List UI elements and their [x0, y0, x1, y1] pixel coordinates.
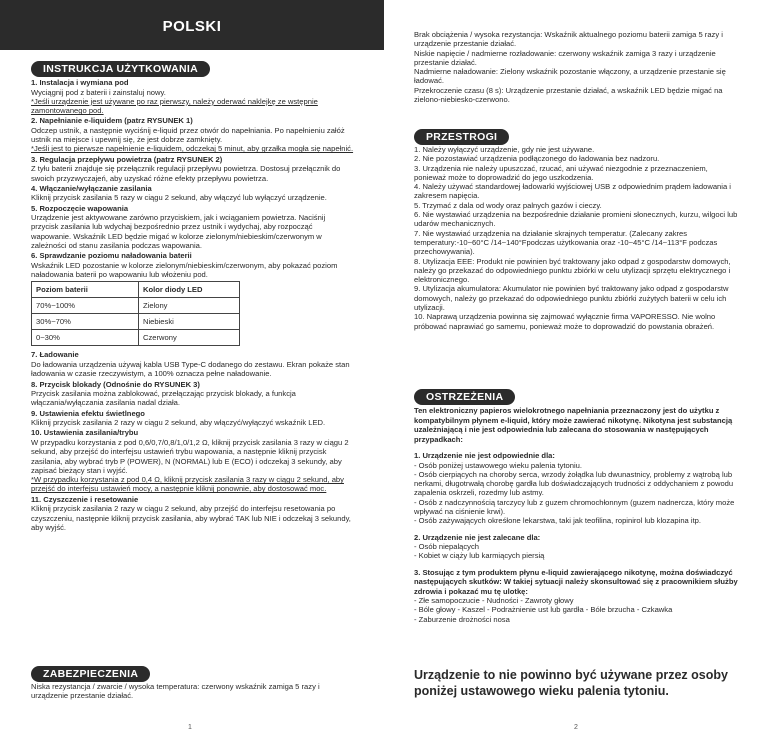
s11-body: Kliknij przycisk zasilania 2 razy w ciągu 2 sekund, aby przejść do interfejsu resetowania po czyszczeniu, następnie kliknij przycisk zasilania, aby wybrać TAK lub NIE i odczekaj 3 sekundy, aby wyjść.	[31, 504, 351, 532]
table-cell: Zielony	[139, 298, 240, 314]
s10-title: 10. Ustawienia zasilania/trybu	[31, 428, 139, 438]
table-header-battery: Poziom baterii	[32, 282, 139, 298]
table-row	[32, 298, 240, 314]
list-item: - Osób poniżej ustawowego wieku palenia tytoniu.	[414, 460, 583, 470]
section-warnings-title: OSTRZEŻENIA	[414, 389, 515, 405]
list-item: - Osób z nadczynnością tarczycy lub z guzem chromochłonnym (guzem nadnercza, który może wpływać na ciśnienie krwi).	[414, 497, 735, 516]
s6-title: 6. Sprawdzanie poziomu naładowania baterii	[31, 251, 192, 261]
warnings-block	[414, 405, 740, 624]
caution-item: 1. Należy wyłączyć urządzenie, gdy nie jest używane.	[414, 145, 595, 154]
caution-item: 2. Nie pozostawiać urządzenia podłączonego do ładowania bez nadzoru.	[414, 154, 660, 164]
s5-body: Urządzenie jest aktywowane zarówno przyciskiem, jak i wciąganiem powietrza. Naciśnij przycisk zasilania lub wdychaj bezpośrednio przez ustnik i wydychaj, aby rozpocząć wapowanie. Wskaźnik LED będzie migać w kolorze zielonym/niebieskim/czerwonym w zależności od stanu zasilania podczas wapowania.	[31, 213, 326, 251]
protection-item: Niskie napięcie / nadmierne rozładowanie: czerwony wskaźnik zamiga 3 razy i urządzenie przestanie działać.	[414, 48, 716, 67]
s8-title: 8. Przycisk blokady (Odnośnie do RYSUNEK 3)	[31, 379, 200, 389]
final-warning: Urządzenie to nie powinno być używane przez osoby poniżej ustawowego wieku palenia tytoniu.	[414, 668, 728, 698]
page-number: 2	[574, 724, 578, 731]
caution-item: 8. Utylizacja EEE: Produkt nie powinien być traktowany jako odpad z gospodarstw domowych, należy go przekazać do odpowiedniego punktu zbiórki w celu utylizacji sprzętu elektrycznego i elektronicznego.	[414, 256, 731, 285]
protection-item: Przekroczenie czasu (8 s): Urządzenie przestanie działać, a wskaźnik LED będzie migać na zielono-niebiesko-czerwono.	[414, 85, 723, 105]
table-header-led: Kolor diody LED	[139, 282, 240, 298]
page-right	[384, 0, 768, 739]
s7-title: 7. Ładowanie	[31, 350, 79, 360]
caution-item: 4. Należy używać standardowej ładowarki wyjściowej USB z odpowiednim prądem ładowania i zakresem napięcia.	[414, 182, 731, 201]
right-column	[414, 0, 740, 739]
list-item: - Osób niepalących	[414, 542, 480, 552]
w1-title: 1. Urządzenie nie jest odpowiednie dla:	[414, 451, 555, 460]
list-item: - Bóle głowy - Kaszel - Podrażnienie ust lub gardła - Bóle brzucha - Czkawka	[414, 605, 673, 615]
table-cell: 0~30%	[32, 330, 139, 346]
table-cell: 70%~100%	[32, 298, 139, 314]
left-column	[31, 0, 354, 739]
s2-body: Odczep ustnik, a następnie wyciśnij e-liquid przez otwór do napełniania. Po napełnieniu załóż ustnik na miejsce i upewnij się, że jest dobrze zamknięty.	[31, 125, 345, 145]
s5-title: 5. Rozpoczęcie wapowania	[31, 203, 129, 213]
table-row	[32, 330, 240, 346]
s10-note: *W przypadku korzystania z pod 0,4 Ω, kliknij przycisk zasilania 3 razy w ciągu 2 sekund, aby przejść do interfejsu ustawień mocy, a następnie kliknij ponownie, aby dostosować moc.	[31, 475, 344, 494]
s1-body: Wyciągnij pod z baterii i zainstaluj nowy.	[31, 87, 166, 97]
list-item: - Złe samopoczucie - Nudności - Zawroty głowy	[414, 596, 574, 606]
table-header-row	[32, 282, 240, 298]
s7-body: Do ładowania urządzenia używaj kabla USB Type-C dodanego do zestawu. Ekran pokaże stan ładowania w czasie rzeczywistym, a 100% oznacza pełne naładowanie.	[31, 359, 350, 379]
s9-body: Kliknij przycisk zasilania 2 razy w ciągu 2 sekund, aby włączyć/wyłączyć wskaźnik LED.	[31, 418, 326, 428]
caution-item: 6. Nie wystawiać urządzenia na bezpośrednie działanie promieni słonecznych, kurzu, wilgoci lub udarów mechanicznych.	[414, 210, 738, 229]
table-row	[32, 314, 240, 330]
s4-title: 4. Włączanie/wyłączanie zasilania	[31, 183, 152, 193]
protections-body: Niska rezystancja / zwarcie / wysoka temperatura: czerwony wskaźnik zamiga 5 razy i urządzenie przestanie działać.	[31, 682, 320, 701]
section-protections-title: ZABEZPIECZENIA	[31, 666, 150, 682]
section-cautions-title: PRZESTROGI	[414, 129, 509, 145]
caution-item: 9. Utylizacja akumulatora: Akumulator nie powinien być traktowany jako odpad z gospodarstw domowych, należy go przekazać do odpowiedniego punktu zbiórki zużytych baterii w celu ich utylizacji.	[414, 284, 729, 313]
list-item: - Osób cierpiących na choroby serca, wrzody żołądka lub dwunastnicy, problemy z wątrobą lub nerkami, długotrwałą chorobę gardła lub doświadczających trudności z oddychaniem z powodu zapalenia oskrzeli, rozedmy lub astmy.	[414, 469, 734, 498]
table-cell: 30%~70%	[32, 314, 139, 330]
language-title: POLSKI	[162, 18, 222, 35]
s1-note: *Jeśli urządzenie jest używane po raz pierwszy, należy oderwać naklejkę ze wstępnie zamontowanego pod.	[31, 96, 318, 116]
caution-item: 10. Naprawą urządzenia powinna się zajmować wyłącznie firma VAPORESSO. Nie wolno próbować naprawiać go samemu, ponieważ może to doprowadzić do powstania obrażeń.	[414, 312, 716, 331]
battery-led-table	[31, 281, 240, 346]
s2-note: *Jeśli jest to pierwsze napełnienie e-liquidem, odczekaj 5 minut, aby grzałka mogła się napełnić.	[31, 144, 354, 154]
s4-body: Kliknij przycisk zasilania 5 razy w ciągu 2 sekund, aby włączyć lub wyłączyć urządzenie.	[31, 193, 327, 203]
s9-title: 9. Ustawienia efektu świetlnego	[31, 408, 145, 418]
caution-item: 5. Trzymać z dala od wody oraz palnych gazów i cieczy.	[414, 200, 602, 210]
protection-item: Nadmierne naładowanie: Zielony wskaźnik pozostanie włączony, a urządzenie przestanie się ładować.	[414, 67, 726, 86]
protection-item: Brak obciążenia / wysoka rezystancja: Wskaźnik aktualnego poziomu baterii zamiga 5 razy i urządzenie przestanie działać.	[414, 30, 723, 49]
s6-body: Wskaźnik LED pozostanie w kolorze zielonym/niebieskim/czerwonym, aby pokazać poziom naładowania baterii po wapowaniu lub włożeniu pod.	[31, 260, 338, 280]
cautions-list	[414, 145, 740, 331]
list-item: - Kobiet w ciąży lub karmiących piersią	[414, 551, 545, 561]
protections-continued	[414, 30, 740, 104]
s11-title: 11. Czyszczenie i resetowanie	[31, 494, 139, 504]
s3-body: Z tyłu baterii znajduje się przełącznik regulacji przepływu powietrza. Dostosuj przełącznik do swoich przyzwyczajeń, aby uzyskać różne efekty przepływu powietrza.	[31, 164, 341, 183]
warnings-intro: Ten elektroniczny papieros wielokrotnego napełniania przeznaczony jest do użytku z kompatybilnym płynem e-liquid, który może zawierać nikotynę. Nikotyna jest substancją uzależniającą i nie jest odpowiednia lub zalecana do stosowania w następujących przypadkach:	[414, 406, 733, 444]
caution-item: 3. Urządzenia nie należy upuszczać, rzucać, ani używać niezgodnie z przeznaczeniem, ponieważ może to doprowadzić do jego uszkodzenia.	[414, 163, 708, 182]
s2-title: 2. Napełnianie e-liquidem (patrz RYSUNEK 1)	[31, 116, 193, 126]
w3-title: 3. Stosując z tym produktem płynu e-liquid zawierającego nikotynę, można doświadczyć następujących skutków: W takiej sytuacji należy skonsultować się z pracownikiem służby zdrowia i pokazać mu tę ulotkę:	[414, 567, 738, 596]
table-cell: Niebieski	[139, 314, 240, 330]
page-number: 1	[188, 724, 192, 731]
caution-item: 7. Nie wystawiać urządzenia na działanie skrajnych temperatur. (Zalecany zakres temperatury:-10~60°C /14~140°Fpodczas użytkowania oraz -10~45°C /14~113°F podczas przechowywania).	[414, 228, 718, 257]
s3-title: 3. Regulacja przepływu powietrza (patrz RYSUNEK 2)	[31, 154, 223, 164]
table-cell: Czerwony	[139, 330, 240, 346]
s1-title: 1. Instalacja i wymiana pod	[31, 78, 129, 87]
list-item: - Zaburzenie drożności nosa	[414, 614, 510, 624]
s10-body: W przypadku korzystania z pod 0,6/0,7/0,8/1,0/1,2 Ω, kliknij przycisk zasilania 3 razy w ciągu 2 sekund, aby przejść do interfejsu ustawień trybu wapowania, a następnie kliknij przycisk zasilania, aby wybrać tryb P (POWER), N (NORMAL) lub E (ECO) i odczekaj 3 sekundy, aby zapisać bieżący stan i wyjść.	[31, 437, 349, 475]
w2-title: 2. Urządzenie nie jest zalecane dla:	[414, 532, 541, 542]
list-item: - Osób zażywających okreśłone lekarstwa, taki jak teofilina, ropinirol lub klozapina itp.	[414, 516, 702, 526]
section-instructions-title: INSTRUKCJA UŻYTKOWANIA	[31, 61, 210, 77]
s8-body: Przycisk zasilania można zablokować, przełączając przycisk blokady, a funkcja włączania/wyłączania zasilania nadal działa.	[31, 389, 296, 408]
